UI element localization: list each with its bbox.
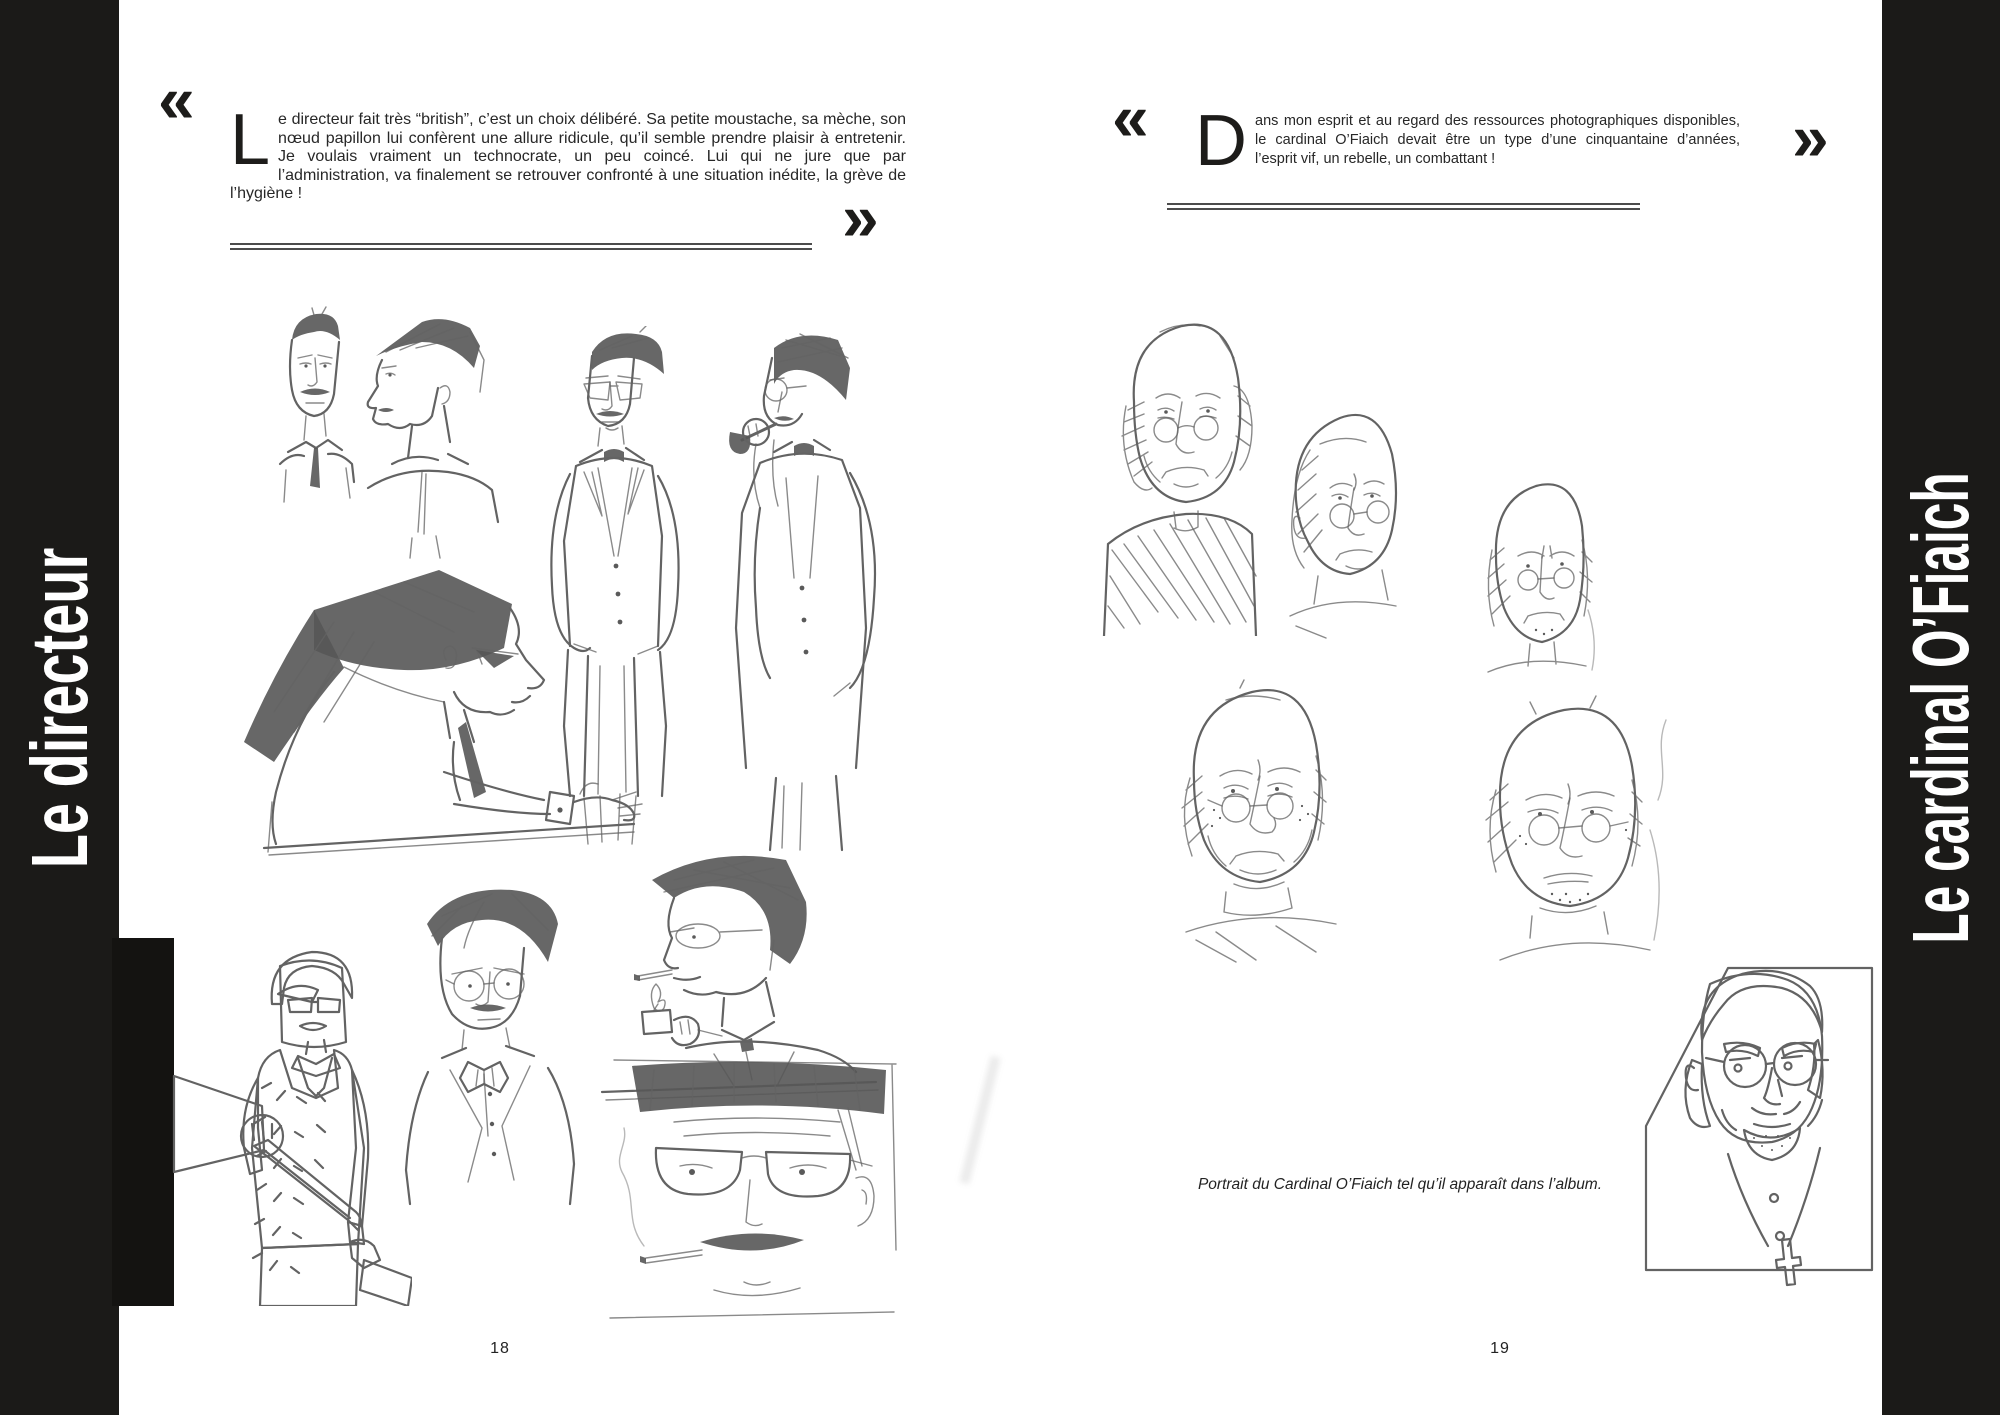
right-quote-paragraph	[1195, 101, 1740, 181]
cardinal-head-study-1	[1100, 306, 1260, 636]
right-chapter-strip	[1882, 0, 2000, 1415]
scan-smudge	[959, 1056, 1000, 1185]
right-quote-text: ans mon esprit et au regard des ressources photographiques disponibles, le cardinal O’Fiaich devait être un type d’une cinquantaine d’années, l’esprit vif, un rebelle, un combattant !	[1255, 113, 1740, 167]
sketch-standing-figure-pipe	[690, 328, 890, 858]
sketch-seated-desk-profile	[214, 552, 644, 862]
left-double-rule	[230, 243, 812, 250]
left-drop-cap: L	[230, 100, 271, 180]
right-open-guillemet-icon: «	[1112, 80, 1149, 154]
right-page-number: 19	[1490, 1340, 1510, 1357]
left-open-guillemet-icon: «	[158, 62, 195, 136]
cardinal-portrait-caption: Portrait du Cardinal O’Fiaich tel qu’il apparaît dans l’album.	[1197, 1176, 1603, 1193]
right-chapter-title: Le cardinal O’Fiaich	[1896, 471, 1986, 944]
cardinal-final-illustration	[1632, 940, 1882, 1308]
left-page-number: 18	[490, 1340, 510, 1357]
right-close-guillemet-icon: »	[1792, 100, 1829, 174]
right-drop-cap: D	[1195, 101, 1247, 181]
sketch-large-face-cigarette	[604, 1050, 904, 1335]
cardinal-head-study-3	[1470, 460, 1610, 710]
left-quote-text: e directeur fait très “british”, c’est un choix délibéré. Sa petite moustache, sa mèche, son nœud papillon lui confèrent une allure ridicule, qu’il semble prendre plaisir à entretenir. Je voulais vraiment un technocrate, un peu coincé. Lui qui ne jure que par l’administration, va finalement se retrouver confronté à une situation inédite, la grève de l’hygiène !	[230, 111, 906, 203]
cardinal-head-study-2	[1266, 390, 1436, 640]
left-quote-paragraph	[230, 100, 906, 204]
right-double-rule	[1167, 203, 1640, 210]
sketch-head-profile-study	[352, 312, 502, 562]
left-chapter-strip	[0, 0, 119, 1415]
sketch-head-front-study	[276, 306, 361, 516]
left-close-guillemet-icon: »	[842, 180, 879, 254]
director-final-illustration	[112, 938, 412, 1306]
cardinal-head-study-4	[1156, 660, 1366, 970]
left-chapter-title: Le directeur	[14, 547, 104, 868]
